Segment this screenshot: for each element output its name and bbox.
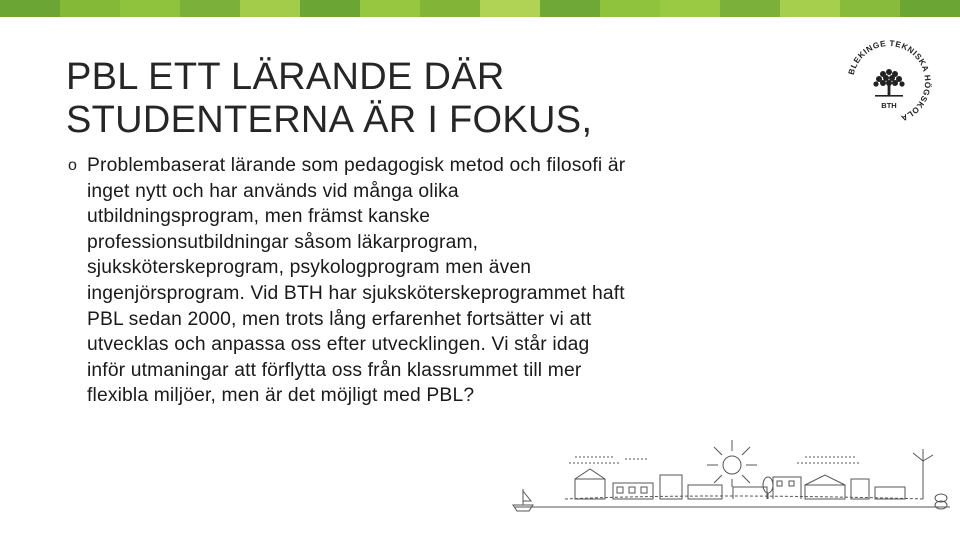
body-line: utvecklas och anpassa oss efter utvecklingen. Vi står idag — [87, 334, 590, 356]
body-line: utbildningsprogram, men främst kanske — [87, 206, 431, 228]
band-segment — [840, 0, 900, 17]
body-line: professionsutbildningar såsom läkarprogram, — [87, 231, 479, 253]
bth-logo — [845, 38, 933, 126]
band-segment — [720, 0, 780, 17]
band-segment — [0, 0, 60, 17]
cloud-icon — [569, 457, 859, 463]
band-segment — [300, 0, 360, 17]
body-line: sjuksköterskeprogram, psykologprogram men även — [87, 257, 532, 279]
wind-turbine-icon — [913, 449, 933, 499]
band-segment — [660, 0, 720, 17]
boat-icon — [513, 489, 533, 511]
band-segment — [900, 0, 960, 17]
body-line: Problembaserat lärande som pedagogisk metod och filosofi är — [87, 155, 626, 176]
band-segment — [540, 0, 600, 17]
logo-abbr: BTH — [881, 101, 897, 110]
bullet-marker: o — [68, 157, 78, 174]
body-line: inför utmaningar att förflytta oss från klassrummet till mer — [87, 359, 582, 381]
buildings-icon — [575, 469, 905, 499]
band-segment — [180, 0, 240, 17]
sun-icon — [707, 440, 757, 487]
body-line: flexibla miljöer, men är det möjligt med PBL? — [87, 385, 475, 407]
top-color-band — [0, 0, 960, 17]
body-bullet-list — [68, 153, 813, 409]
band-segment — [240, 0, 300, 17]
band-segment — [480, 0, 540, 17]
body-line: PBL sedan 2000, men trots lång erfarenhet fortsätter vi att — [87, 308, 592, 330]
slide-title-line-1: PBL ETT LÄRANDE DÄR — [66, 56, 505, 98]
band-segment — [600, 0, 660, 17]
logo-ring-text: BLEKINGE TEKNISKA HÖGSKOLA — [846, 38, 933, 123]
campus-illustration — [505, 435, 960, 540]
band-segment — [60, 0, 120, 17]
band-segment — [360, 0, 420, 17]
band-segment — [420, 0, 480, 17]
body-line: ingenjörsprogram. Vid BTH har sjuksköterskeprogrammet haft — [87, 282, 625, 304]
slide-title-line-2: STUDENTERNA ÄR I FOKUS, — [66, 99, 593, 141]
band-segment — [780, 0, 840, 17]
bullet-item — [68, 153, 813, 409]
logo-tree-icon — [873, 69, 904, 97]
band-segment — [120, 0, 180, 17]
body-line: inget nytt och har används vid många olika — [87, 180, 459, 202]
slide-title — [66, 56, 786, 142]
